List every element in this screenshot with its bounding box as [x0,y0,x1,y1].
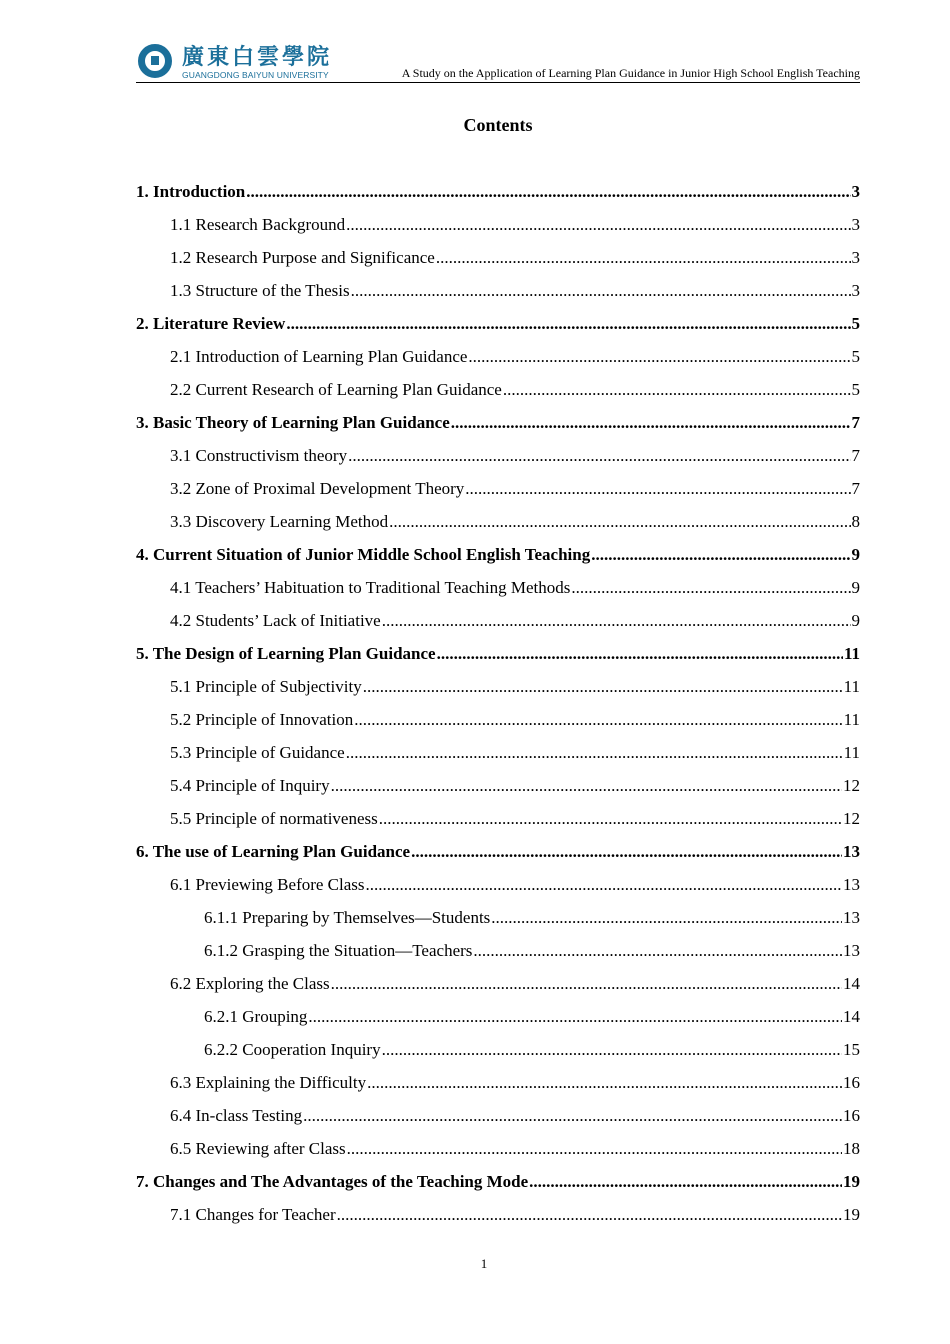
toc-entry-title: 7.1 Changes for Teacher [170,1205,336,1224]
toc-entry-page: 3 [851,281,860,300]
toc-entry-title: 7. Changes and The Advantages of the Teaching Mode [136,1172,529,1191]
toc-entry-page: 13 [843,941,860,960]
toc-entry-title: 5. The Design of Learning Plan Guidance [136,644,436,663]
toc-dot-leader [436,241,851,274]
toc-entry[interactable] [136,307,860,340]
toc-dot-leader [503,373,851,406]
toc-dot-leader [346,736,843,769]
toc-entry[interactable] [136,241,860,274]
toc-entry-title: 4. Current Situation of Junior Middle School English Teaching [136,545,591,564]
toc-entry[interactable] [136,868,860,901]
toc-entry-title: 2. Literature Review [136,314,286,333]
toc-entry-page: 5 [851,380,860,399]
toc-entry[interactable] [136,1000,860,1033]
logo-english-name: GUANGDONG BAIYUN UNIVERSITY [182,70,329,80]
toc-dot-leader [389,505,850,538]
toc-entry[interactable] [136,472,860,505]
toc-dot-leader [473,934,842,967]
toc-entry-title: 6.2 Exploring the Class [170,974,330,993]
toc-entry-title: 1.2 Research Purpose and Significance [170,248,435,267]
toc-dot-leader [379,802,842,835]
toc-entry[interactable] [136,208,860,241]
toc-entry-title: 5.1 Principle of Subjectivity [170,677,362,696]
toc-entry-page: 3 [851,248,860,267]
toc-dot-leader [337,1198,842,1231]
university-logo [136,42,336,82]
toc-entry-page: 7 [851,479,860,498]
toc-entry-page: 8 [851,512,860,531]
toc-entry[interactable] [136,538,860,571]
toc-entry-title: 6.2.2 Cooperation Inquiry [204,1040,381,1059]
toc-entry[interactable] [136,637,860,670]
university-seal-icon [138,44,172,78]
toc-entry-title: 6.5 Reviewing after Class [170,1139,346,1158]
toc-dot-leader [348,439,850,472]
toc-entry[interactable] [136,505,860,538]
toc-entry-title: 6.4 In-class Testing [170,1106,303,1125]
toc-entry-page: 11 [843,743,860,762]
toc-entry-page: 13 [843,875,860,894]
toc-dot-leader [591,538,850,571]
toc-entry[interactable] [136,769,860,802]
toc-dot-leader [331,967,842,1000]
toc-entry-page: 11 [843,644,860,663]
toc-entry[interactable] [136,1165,860,1198]
toc-entry-title: 1.3 Structure of the Thesis [170,281,350,300]
table-of-contents [136,175,860,1231]
toc-entry-page: 16 [843,1073,860,1092]
toc-dot-leader [571,571,850,604]
toc-entry[interactable] [136,274,860,307]
toc-entry[interactable] [136,670,860,703]
toc-dot-leader [367,1066,842,1099]
toc-entry[interactable] [136,736,860,769]
toc-entry-title: 6.1.2 Grasping the Situation—Teachers [204,941,473,960]
toc-entry-title: 5.4 Principle of Inquiry [170,776,330,795]
toc-entry-page: 3 [851,182,860,201]
toc-entry-title: 6.3 Explaining the Difficulty [170,1073,367,1092]
toc-entry[interactable] [136,439,860,472]
toc-entry-page: 15 [843,1040,860,1059]
toc-entry-title: 5.3 Principle of Guidance [170,743,345,762]
toc-entry-title: 4.1 Teachers’ Habituation to Traditional Teaching Methods [170,578,571,597]
toc-entry[interactable] [136,1066,860,1099]
toc-entry[interactable] [136,934,860,967]
toc-entry-page: 13 [843,842,860,861]
toc-entry-page: 13 [843,908,860,927]
toc-entry-title: 1.1 Research Background [170,215,346,234]
toc-entry-title: 3.3 Discovery Learning Method [170,512,389,531]
toc-entry[interactable] [136,703,860,736]
toc-entry-page: 9 [851,578,860,597]
toc-entry-page: 5 [851,314,860,333]
toc-entry-page: 11 [843,677,860,696]
toc-entry-page: 3 [851,215,860,234]
toc-entry-page: 9 [851,611,860,630]
toc-entry-title: 3.1 Constructivism theory [170,446,348,465]
toc-entry[interactable] [136,901,860,934]
toc-dot-leader [246,175,850,208]
toc-dot-leader [465,472,850,505]
toc-dot-leader [354,703,842,736]
toc-entry-page: 7 [851,446,860,465]
toc-dot-leader [468,340,850,373]
toc-dot-leader [363,670,843,703]
toc-entry-page: 11 [843,710,860,729]
toc-dot-leader [491,901,842,934]
toc-entry-page: 5 [851,347,860,366]
toc-entry-title: 3. Basic Theory of Learning Plan Guidance [136,413,450,432]
toc-entry[interactable] [136,373,860,406]
toc-dot-leader [366,868,842,901]
toc-entry-title: 3.2 Zone of Proximal Development Theory [170,479,465,498]
toc-entry[interactable] [136,1198,860,1231]
toc-entry-page: 14 [843,974,860,993]
toc-entry[interactable] [136,1099,860,1132]
toc-entry-page: 19 [843,1205,860,1224]
toc-entry-page: 16 [843,1106,860,1125]
page-header [136,40,860,83]
toc-entry-page: 14 [843,1007,860,1026]
toc-entry-title: 6. The use of Learning Plan Guidance [136,842,411,861]
toc-dot-leader [437,637,843,670]
toc-entry[interactable] [136,835,860,868]
contents-heading: Contents [463,115,533,135]
toc-entry-page: 9 [851,545,860,564]
toc-entry[interactable] [136,1132,860,1165]
toc-entry-title: 4.2 Students’ Lack of Initiative [170,611,381,630]
toc-entry-title: 6.2.1 Grouping [204,1007,308,1026]
toc-entry-title: 6.1 Previewing Before Class [170,875,365,894]
toc-entry-title: 2.2 Current Research of Learning Plan Guidance [170,380,502,399]
toc-dot-leader [529,1165,842,1198]
toc-dot-leader [286,307,850,340]
toc-entry-page: 19 [843,1172,860,1191]
toc-dot-leader [382,1033,842,1066]
toc-entry-title: 5.5 Principle of normativeness [170,809,378,828]
toc-entry-title: 6.1.1 Preparing by Themselves—Students [204,908,491,927]
toc-dot-leader [303,1099,842,1132]
toc-entry[interactable] [136,340,860,373]
toc-entry-title: 2.1 Introduction of Learning Plan Guidance [170,347,468,366]
toc-entry[interactable] [136,1033,860,1066]
toc-entry-page: 18 [843,1139,860,1158]
toc-entry-title: 5.2 Principle of Innovation [170,710,354,729]
toc-dot-leader [331,769,842,802]
toc-entry-page: 7 [851,413,860,432]
toc-dot-leader [346,208,850,241]
toc-entry-page: 12 [843,809,860,828]
toc-dot-leader [411,835,842,868]
toc-entry-title: 1. Introduction [136,182,246,201]
toc-entry-page: 12 [843,776,860,795]
toc-dot-leader [308,1000,842,1033]
toc-entry[interactable] [136,604,860,637]
running-header-title: A Study on the Application of Learning Plan Guidance in Junior High School English Teaching [401,66,860,80]
toc-dot-leader [451,406,851,439]
toc-dot-leader [382,604,851,637]
logo-chinese-name: 廣東白雲學院 [182,44,333,70]
toc-dot-leader [347,1132,842,1165]
toc-entry[interactable] [136,802,860,835]
toc-entry[interactable] [136,175,860,208]
toc-entry[interactable] [136,967,860,1000]
toc-entry[interactable] [136,571,860,604]
toc-entry[interactable] [136,406,860,439]
page-number: 1 [480,1256,488,1271]
toc-dot-leader [351,274,851,307]
